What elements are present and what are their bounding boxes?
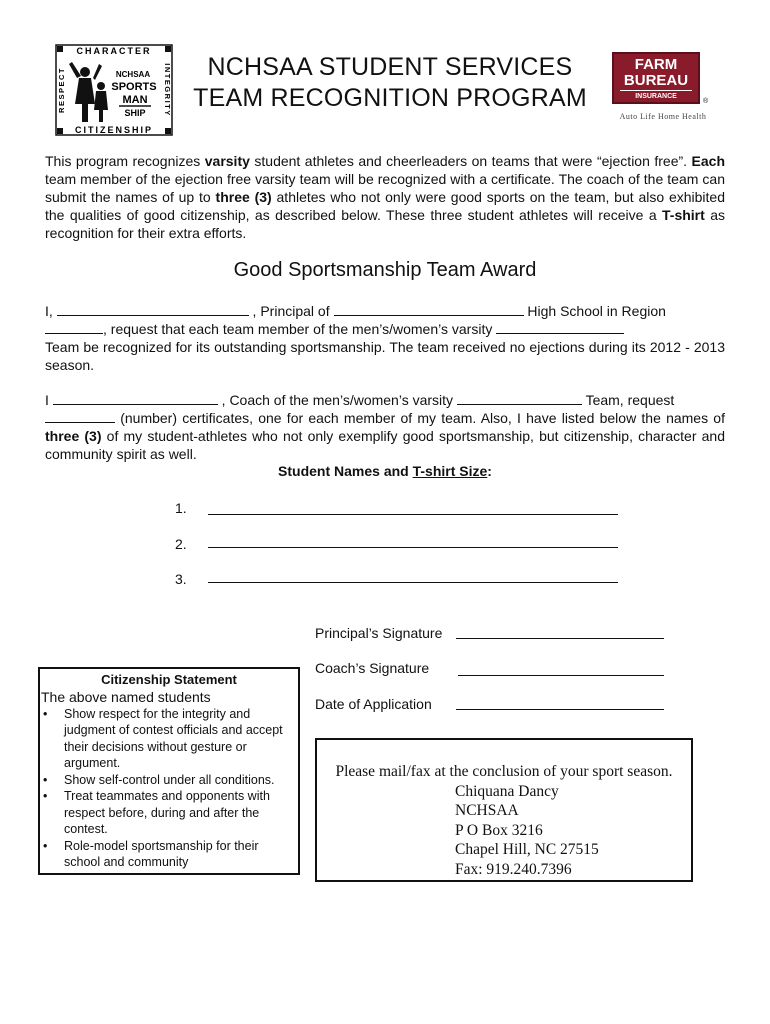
nchsaa-sportsmanship-logo	[55, 44, 173, 136]
student-number-3: 3.	[175, 571, 187, 587]
logo-line-2: SPORTS	[111, 81, 157, 93]
page-title	[190, 52, 590, 114]
student-name-line-3[interactable]	[208, 582, 618, 583]
logo-left-word: RESPECT	[57, 67, 66, 113]
date-of-application-label: Date of Application	[315, 696, 432, 712]
citizenship-lead: The above named students	[41, 688, 211, 705]
logo-top-word: CHARACTER	[76, 46, 152, 56]
citizenship-item-1: • Show respect for the integrity and judgment of contest officials and accept their decisions without gesture or argument.	[40, 706, 298, 772]
coach-signature-line[interactable]	[458, 675, 664, 676]
mail-city: Chapel Hill, NC 27515	[455, 841, 599, 858]
intro-paragraph: This program recognizes varsity student athletes and cheerleaders on teams that were “ejection free”. Each team member of the ejection free varsity team will be recognized with a certificate. The coach of the team can submit the names of up to three (3) athletes who not only were good sports on the team, but also exhibited the qualities of good citizenship, as described below. These three student athletes will receive a T-shirt as recognition for their extra efforts.	[45, 153, 726, 241]
student-names-heading: Student Names and T-shirt Size:	[278, 463, 492, 479]
mail-instructions-box	[315, 738, 693, 882]
coach-paragraph: I , Coach of the men’s/women’s varsity Team, request (number) certificates, one for each member of my team. Also, I have listed below the names of three (3) of my student-athletes who not only exemplify good sportsmanship, but citizenship, character and community spirit as well.	[45, 392, 726, 462]
registered-mark: ®	[703, 98, 709, 105]
principal-signature-label: Principal’s Signature	[315, 625, 443, 641]
region-field[interactable]	[45, 321, 103, 334]
mail-org: NCHSAA	[455, 802, 519, 819]
student-number-1: 1.	[175, 500, 187, 516]
student-number-2: 2.	[175, 536, 187, 552]
mail-contact-name: Chiquana Dancy	[455, 782, 559, 800]
logo-line-3: MAN	[122, 94, 148, 106]
sponsor-line-1: FARM	[634, 56, 678, 73]
farm-bureau-logo	[612, 52, 700, 104]
certificate-count-field[interactable]	[45, 410, 115, 423]
citizenship-title: Citizenship Statement	[101, 672, 237, 687]
coach-name-field[interactable]	[53, 392, 218, 405]
sponsor-tagline: Auto Life Home Health	[619, 112, 707, 121]
logo-line-1: NCHSAA	[115, 70, 151, 79]
coach-sport-field[interactable]	[457, 392, 582, 405]
award-title: Good Sportsmanship Team Award	[233, 259, 537, 281]
logo-line-4: SHIP	[124, 108, 146, 118]
date-of-application-line[interactable]	[456, 709, 664, 710]
coach-signature-label: Coach’s Signature	[315, 660, 430, 676]
varsity-sport-field[interactable]	[496, 321, 624, 334]
mail-po-box: P O Box 3216	[455, 821, 543, 839]
citizenship-item-2: • Show self-control under all conditions.	[40, 772, 298, 789]
citizenship-item-4: • Role-model sportsmanship for their school and community	[40, 838, 298, 871]
principal-signature-line[interactable]	[456, 638, 664, 639]
mail-fax: Fax: 919.240.7396	[455, 860, 572, 878]
title-line-2: TEAM RECOGNITION PROGRAM	[193, 84, 587, 112]
sponsor-line-2: BUREAU	[623, 72, 689, 89]
student-name-line-1[interactable]	[208, 514, 618, 515]
logo-bottom-word: CITIZENSHIP	[74, 125, 154, 135]
title-line-1: NCHSAA STUDENT SERVICES	[207, 53, 573, 81]
logo-right-word: INTEGRITY	[163, 63, 172, 117]
citizenship-statement-box	[38, 667, 300, 875]
principal-paragraph: I, , Principal of High School in Region , request that each team member of the men’s/women’s varsity Team be recognized for its outstanding sportsmanship. The team received no ejections during its 2012 - 2013 season.	[45, 303, 725, 373]
sponsor-line-3: INSURANCE	[620, 90, 692, 101]
mail-instruction: Please mail/fax at the conclusion of your sport season.	[335, 763, 673, 780]
student-name-line-2[interactable]	[208, 547, 618, 548]
citizenship-item-3: • Treat teammates and opponents with respect before, during and after the contest.	[40, 788, 298, 838]
school-name-field[interactable]	[334, 303, 524, 316]
principal-name-field[interactable]	[57, 303, 249, 316]
